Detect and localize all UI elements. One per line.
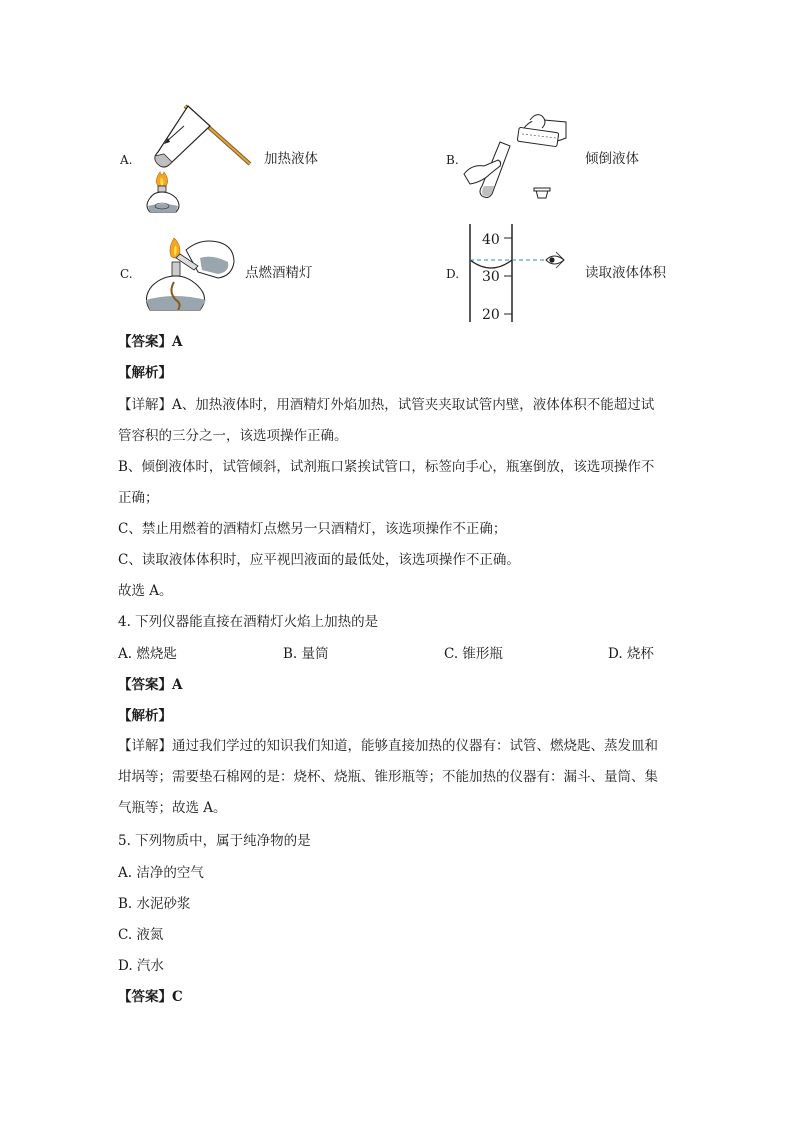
q3-detail-line: 正确； <box>118 490 159 506</box>
heating-liquid-illustration <box>140 98 255 218</box>
q3-detail-line: C、读取液体体积时，应平视凹液面的最低处，该选项操作不正确。 <box>118 552 520 568</box>
q3-detail-line: B、倾倒液体时，试管倾斜，试剂瓶口紧挨试管口，标签向手心，瓶塞倒放，该选项操作不 <box>118 459 655 475</box>
q5-option-a: A. 洁净的空气 <box>118 865 204 881</box>
q4-answer: 【答案】A <box>118 677 183 693</box>
q5-option-d: D. 汽水 <box>118 958 164 974</box>
q4-analysis-label: 【解析】 <box>118 708 172 724</box>
q3-detail-line: 故选 A。 <box>118 583 173 599</box>
q4-option-d: D. 烧杯 <box>608 646 654 662</box>
q5-stem: 5. 下列物质中，属于纯净物的是 <box>118 833 311 849</box>
cylinder-scale-40: 40 <box>482 232 500 248</box>
q5-answer: 【答案】C <box>118 989 183 1005</box>
q4-detail <box>118 731 678 824</box>
q4-detail-line: 气瓶等；故选 A。 <box>118 800 227 816</box>
option-d-letter: D. <box>446 267 460 281</box>
q3-analysis-label: 【解析】 <box>118 365 172 381</box>
q4-detail-line: 【详解】通过我们学过的知识我们知道，能够直接加热的仪器有：试管、燃烧匙、蒸发皿和 <box>118 738 658 754</box>
q4-option-a: A. 燃烧匙 <box>118 646 177 662</box>
option-b-caption: 倾倒液体 <box>585 151 639 167</box>
option-c-caption: 点燃酒精灯 <box>245 265 313 281</box>
option-b-letter: B. <box>446 153 459 167</box>
q3-detail-line: 【详解】A、加热液体时，用酒精灯外焰加热，试管夹夹取试管内壁，液体体积不能超过试 <box>118 397 655 413</box>
q4-stem: 4. 下列仪器能直接在酒精灯火焰上加热的是 <box>118 614 379 630</box>
option-a-caption: 加热液体 <box>264 151 318 167</box>
q4-option-b: B. 量筒 <box>283 646 329 662</box>
option-c-letter: C. <box>120 267 133 281</box>
q3-detail-line: C、禁止用燃着的酒精灯点燃另一只酒精灯，该选项操作不正确； <box>118 521 507 537</box>
q5-option-c: C. 液氮 <box>118 927 164 943</box>
q3-answer: 【答案】A <box>118 334 183 350</box>
option-d-caption: 读取液体体积 <box>585 265 666 281</box>
cylinder-scale-20: 20 <box>482 307 500 323</box>
q4-option-c: C. 锥形瓶 <box>444 646 503 662</box>
q5-option-b: B. 水泥砂浆 <box>118 896 191 912</box>
q4-detail-line: 坩埚等；需要垫石棉网的是：烧杯、烧瓶、锥形瓶等；不能加热的仪器有：漏斗、量筒、集 <box>118 769 658 785</box>
pouring-liquid-illustration <box>462 108 577 208</box>
graduated-cylinder-illustration <box>460 222 575 324</box>
q3-detail <box>118 390 678 607</box>
lighting-alcohol-lamp-illustration <box>138 232 243 324</box>
option-a-letter: A. <box>120 153 133 167</box>
q3-detail-line: 管容积的三分之一，该选项操作正确。 <box>118 428 348 444</box>
cylinder-scale-30: 30 <box>482 269 500 285</box>
